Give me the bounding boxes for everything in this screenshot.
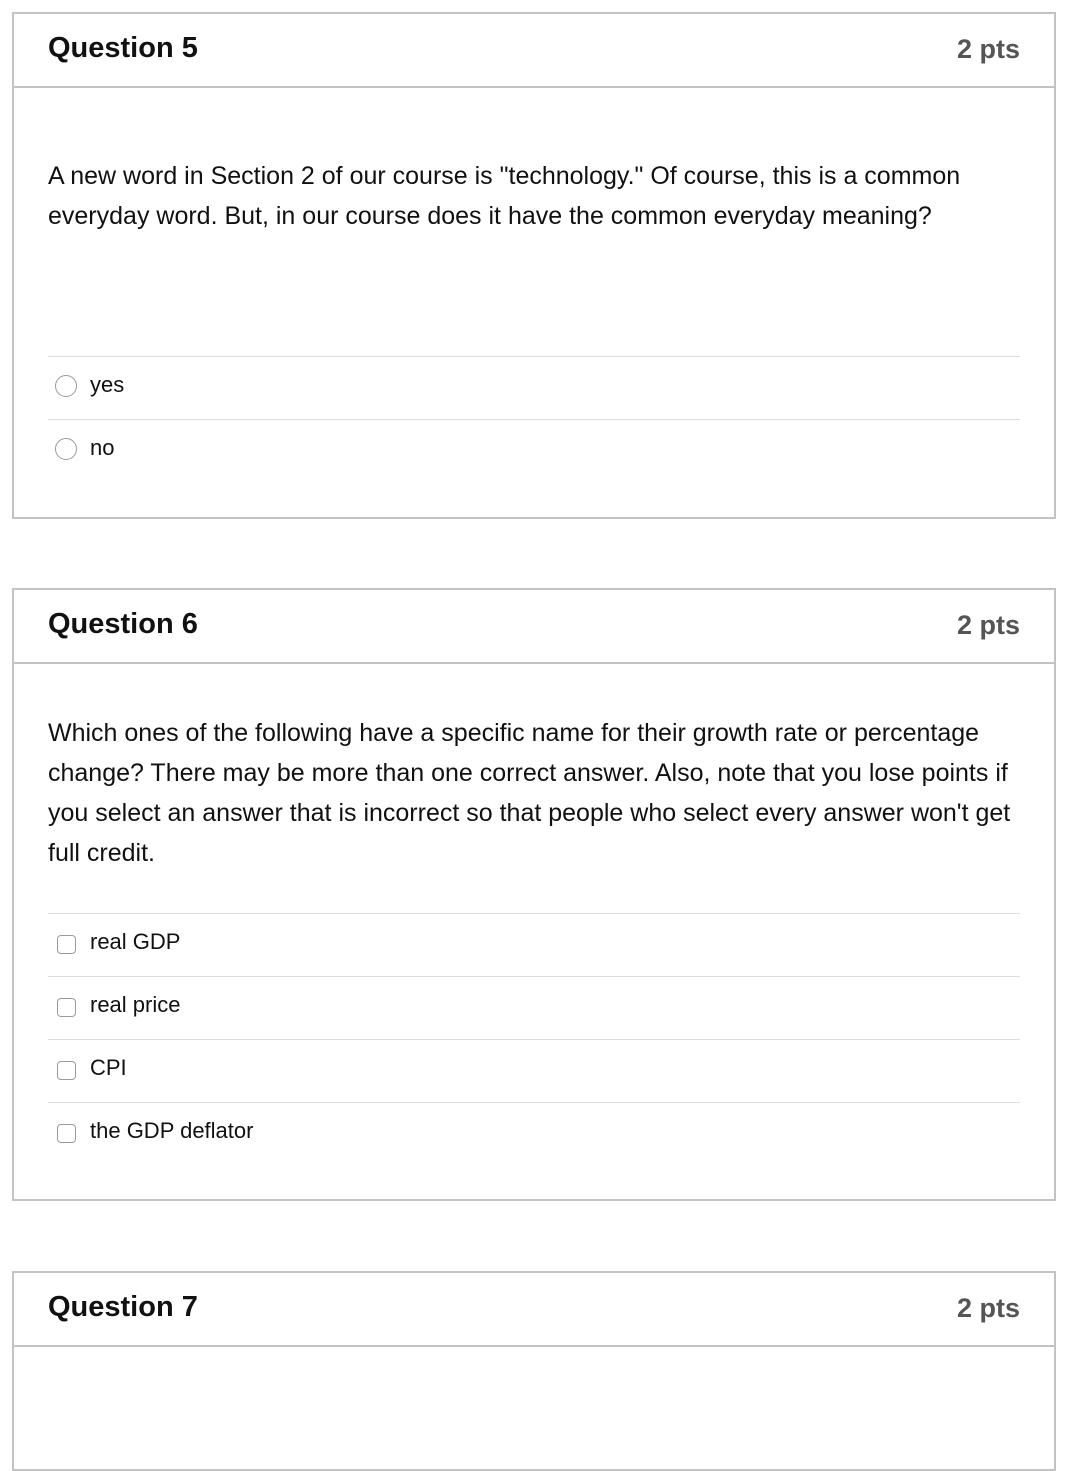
answer-real-gdp[interactable] — [48, 913, 1020, 976]
radio-button-no[interactable] — [55, 438, 77, 460]
answer-label[interactable]: real price — [90, 992, 181, 1017]
question-6-title: Question 6 — [48, 608, 198, 640]
question-7-header — [14, 1273, 1054, 1347]
question-5-points: 2 pts — [956, 34, 1020, 64]
checkbox-gdp-deflator[interactable] — [57, 1124, 76, 1143]
question-5-card — [12, 12, 1056, 519]
question-5-title: Question 5 — [48, 32, 198, 64]
answer-label[interactable]: real GDP — [90, 929, 181, 954]
answer-label[interactable]: the GDP deflator — [90, 1118, 254, 1143]
question-6-header — [14, 590, 1054, 664]
question-6-points: 2 pts — [956, 610, 1020, 640]
question-6-answers — [48, 913, 1020, 1165]
answer-no[interactable] — [48, 419, 1020, 482]
question-6-body — [14, 664, 1054, 873]
answer-real-price[interactable] — [48, 976, 1020, 1039]
question-5-body — [14, 88, 1054, 236]
question-6-text: Which ones of the following have a specific name for their growth rate or percentage change? There may be more than one correct answer. Also, note that you lose points if you select an answer that is incorrect so that people who select every answer won't get full credit. — [48, 719, 1011, 867]
answer-label[interactable]: no — [90, 435, 115, 460]
answer-gdp-deflator[interactable] — [48, 1102, 1020, 1165]
question-7-card — [12, 1271, 1056, 1471]
answer-label[interactable]: yes — [90, 372, 125, 397]
checkbox-cpi[interactable] — [57, 1061, 76, 1080]
answer-label[interactable]: CPI — [90, 1055, 127, 1080]
answer-yes[interactable] — [48, 356, 1020, 419]
question-5-answers — [48, 356, 1020, 482]
question-5-header — [14, 14, 1054, 88]
radio-button-yes[interactable] — [55, 375, 77, 397]
answer-cpi[interactable] — [48, 1039, 1020, 1102]
question-5-text: A new word in Section 2 of our course is "technology." Of course, this is a common everyday word. But, in our course does it have the common everyday meaning? — [48, 162, 961, 230]
checkbox-real-gdp[interactable] — [57, 935, 76, 954]
question-7-title: Question 7 — [48, 1291, 198, 1323]
checkbox-real-price[interactable] — [57, 998, 76, 1017]
question-7-points: 2 pts — [956, 1293, 1020, 1323]
question-6-card — [12, 588, 1056, 1201]
